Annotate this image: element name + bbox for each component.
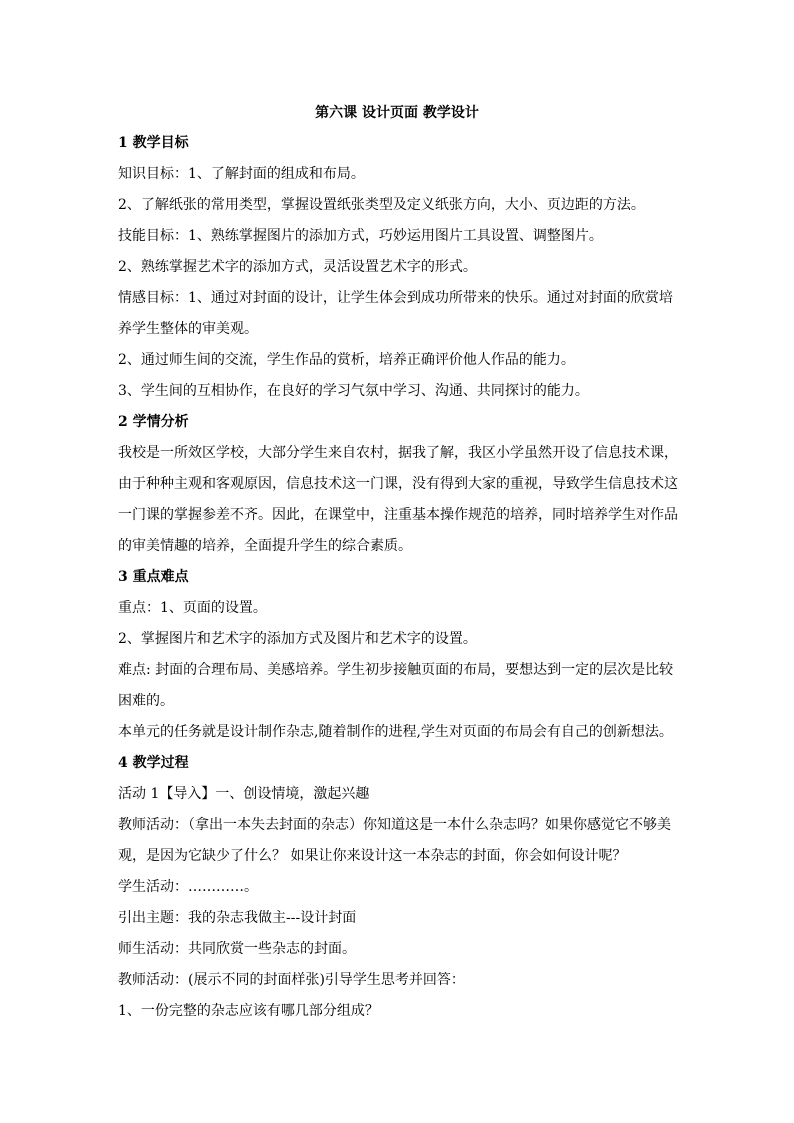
paragraph-line: 情感目标：1、通过对封面的设计，让学生体会到成功所带来的快乐。通过对封面的欣赏培 xyxy=(118,290,673,306)
paragraph-line: 重点：1、页面的设置。 xyxy=(118,600,267,616)
paragraph-line: 教师活动：（拿出一本失去封面的杂志）你知道这是一本什么杂志吗？如果你感觉它不够美 xyxy=(118,817,671,833)
paragraph-line: 学生活动：…………。 xyxy=(118,879,258,895)
paragraph-line: 我校是一所效区学校，大部分学生来自农村，据我了解，我区小学虽然开设了信息技术课， xyxy=(118,445,678,461)
document-title: 第六课 设计页面 教学设计 xyxy=(315,105,479,121)
paragraph-line: 一门课的掌握参差不齐。因此，在课堂中，注重基本操作规范的培养，同时培养学生对作品 xyxy=(118,507,678,523)
paragraph-line: 1、一份完整的杂志应该有哪几部分组成？ xyxy=(118,1003,379,1019)
section-heading-objectives: 1 教学目标 xyxy=(118,135,189,151)
document-body xyxy=(118,133,678,1032)
paragraph-line: 技能目标：1、熟练掌握图片的添加方式，巧妙运用图片工具设置、调整图片。 xyxy=(118,228,603,244)
paragraph-line: 教师活动：(展示不同的封面样张)引导学生思考并回答： xyxy=(118,972,465,988)
paragraph-line: 养学生整体的审美观。 xyxy=(118,321,258,337)
section-heading-process: 4 教学过程 xyxy=(118,755,189,771)
paragraph-line: 2、通过师生间的交流，学生作品的赏析，培养正确评价他人作品的能力。 xyxy=(118,352,575,368)
paragraph-line: 难点: 封面的合理布局、美感培养。学生初步接触页面的布局，要想达到一定的层次是比较 xyxy=(118,662,674,678)
paragraph-line: 2、掌握图片和艺术字的添加方式及图片和艺术字的设置。 xyxy=(118,631,477,647)
paragraph-line: 2、熟练掌握艺术字的添加方式，灵活设置艺术字的形式。 xyxy=(118,259,477,275)
paragraph-line: 2、了解纸张的常用类型，掌握设置纸张类型及定义纸张方向，大小、页边距的方法。 xyxy=(118,197,645,213)
paragraph-line: 困难的。 xyxy=(118,693,174,709)
section-heading-key-points: 3 重点难点 xyxy=(118,569,189,585)
paragraph-line: 本单元的任务就是设计制作杂志,随着制作的进程,学生对页面的布局会有自己的创新想法。 xyxy=(118,724,673,740)
paragraph-line: 由于种种主观和客观原因，信息技术这一门课，没有得到大家的重视，导致学生信息技术这 xyxy=(118,476,678,492)
paragraph-line: 师生活动：共同欣赏一些杂志的封面。 xyxy=(118,941,356,957)
paragraph-line: 观，是因为它缺少了什么？ 如果让你来设计这一本杂志的封面，你会如何设计呢？ xyxy=(118,848,627,864)
paragraph-line: 活动 1【导入】一、创设情境，激起兴趣 xyxy=(118,786,370,802)
section-heading-analysis: 2 学情分析 xyxy=(118,414,189,430)
paragraph-line: 引出主题：我的杂志我做主---设计封面 xyxy=(118,910,357,926)
paragraph-line: 的审美情趣的培养，全面提升学生的综合素质。 xyxy=(118,538,412,554)
paragraph-line: 知识目标：1、了解封面的组成和布局。 xyxy=(118,166,365,182)
paragraph-line: 3、学生间的互相协作，在良好的学习气氛中学习、沟通、共同探讨的能力。 xyxy=(118,383,589,399)
